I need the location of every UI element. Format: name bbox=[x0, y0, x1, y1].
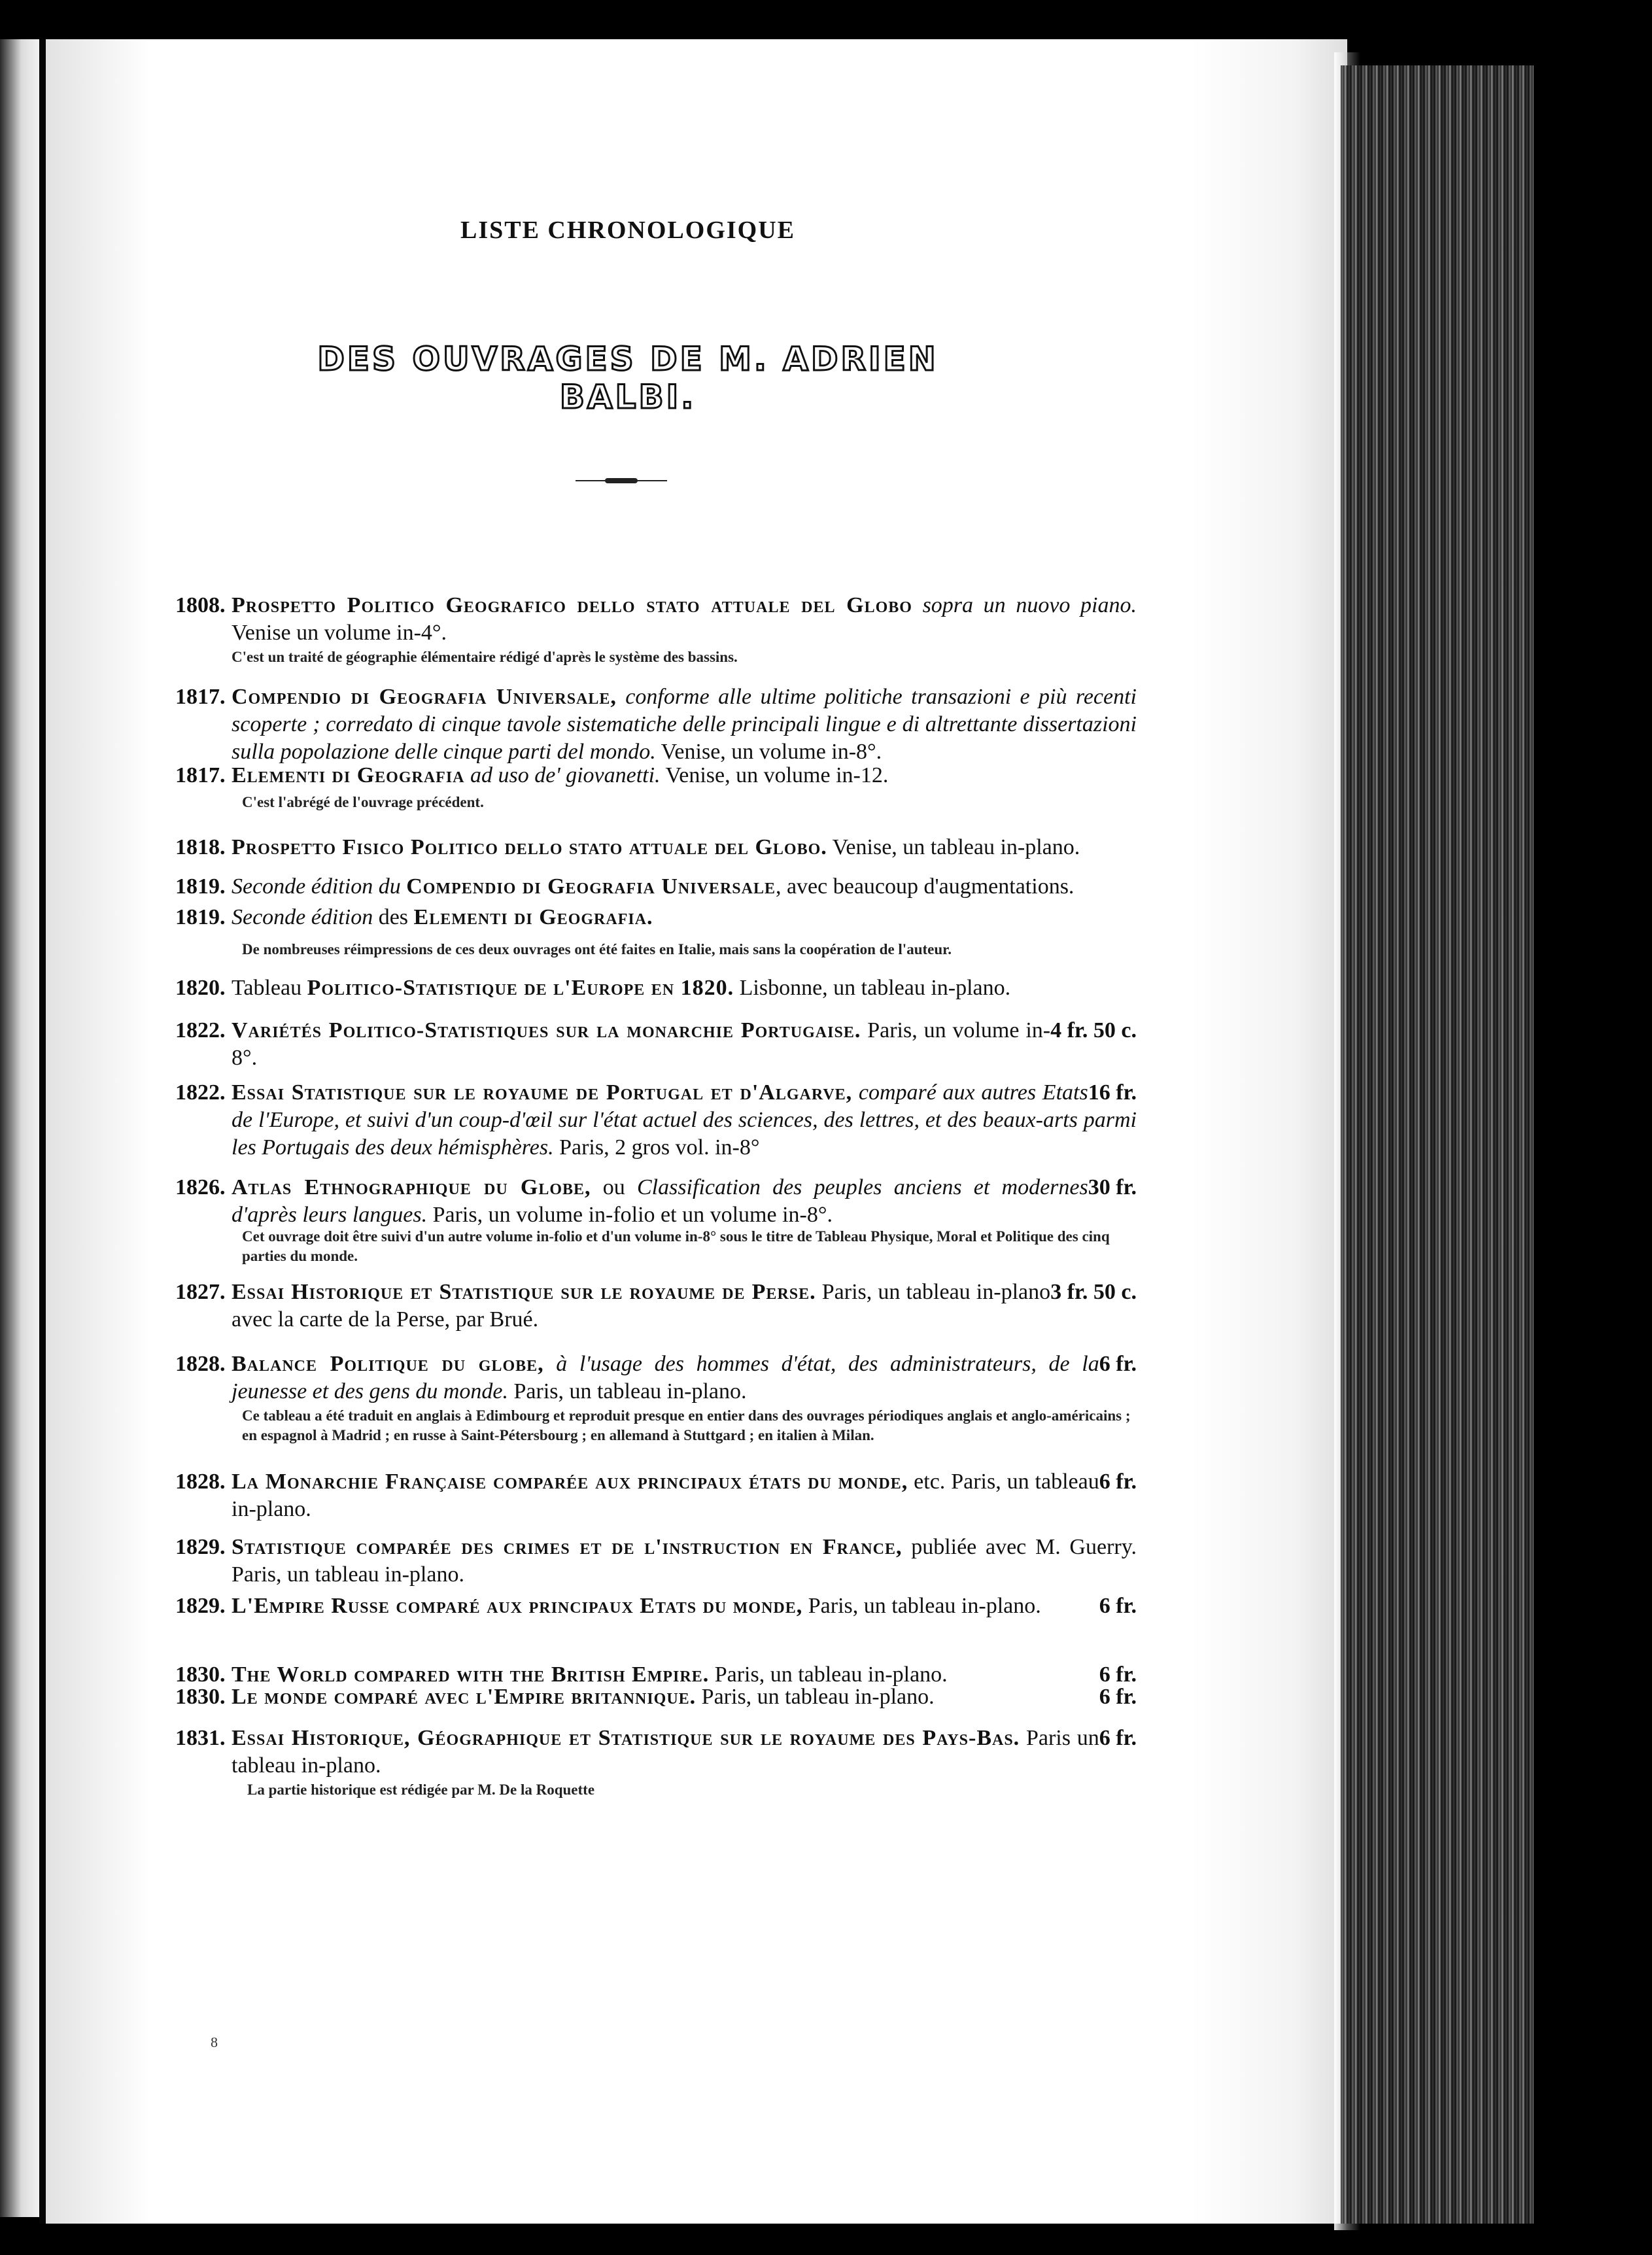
entry-details: , avec beaucoup d'augmentations. bbox=[775, 874, 1075, 899]
entry-text bbox=[232, 1351, 1137, 1405]
entry-text bbox=[232, 904, 1137, 931]
entry-title: Politico-Statistique de l'Europe en 1820. bbox=[307, 976, 734, 1000]
entry-text bbox=[232, 1683, 1137, 1711]
entry-italic: Seconde édition du bbox=[232, 874, 407, 899]
page-subtitle: DES OUVRAGES DE M. ADRIEN BALBI. bbox=[317, 340, 938, 416]
page-number: 8 bbox=[211, 2034, 218, 2050]
entry-text bbox=[232, 1725, 1137, 1780]
entry-title: L'Empire Russe comparé aux principaux Etats du monde, bbox=[232, 1594, 803, 1618]
entry-text bbox=[232, 1279, 1137, 1334]
entry-price: 4 fr. 50 c. bbox=[1050, 1018, 1137, 1042]
entry-year: 1829. bbox=[175, 1535, 226, 1559]
note-1828: Ce tableau a été traduit en anglais à Edimbourg et reproduit presque en entier dans des ouvrages périodiques anglais et anglo-américains ; en espagnol à Madrid ; en russe à Saint-Pétersbourg ; en allemand à Stuttgard ; en italien à Milan. bbox=[242, 1407, 1131, 1443]
page-title: LISTE CHRONOLOGIQUE bbox=[460, 216, 796, 244]
entry-text bbox=[232, 592, 1137, 647]
bibliography-entry bbox=[175, 1592, 1137, 1620]
entry-price: 6 fr. bbox=[1099, 1352, 1137, 1376]
bibliography-entry bbox=[175, 1468, 1137, 1523]
bibliography-entry bbox=[175, 1279, 1137, 1334]
note-1826: Cet ouvrage doit être suivi d'un autre volume in-folio et d'un volume in-8° sous le titre de Tableau Physique, Moral et Politique des cinq parties du monde. bbox=[242, 1228, 1110, 1264]
entry-details: etc. Paris, un tableau in-plano. bbox=[232, 1470, 1099, 1521]
entry-year: 1830. bbox=[175, 1685, 226, 1709]
entry-title: Elementi di Geografia. bbox=[413, 905, 653, 929]
entry-year: 1831. bbox=[175, 1726, 226, 1750]
entry-details: Paris, un tableau in-plano. bbox=[508, 1379, 747, 1403]
entry-details: Venise, un volume in-12. bbox=[660, 763, 889, 787]
bibliography-entry bbox=[175, 1351, 1137, 1405]
entry-price: 16 fr. bbox=[1088, 1080, 1137, 1105]
entry-year: 1828. bbox=[175, 1352, 226, 1376]
entry-title: Atlas Ethnographique du Globe, bbox=[232, 1175, 591, 1199]
entry-text bbox=[232, 1017, 1137, 1072]
entry-connector: ou bbox=[591, 1175, 625, 1199]
entry-title: Le monde comparé avec l'Empire britannique. bbox=[232, 1685, 697, 1709]
entry-title: Compendio di Geografia Universale bbox=[406, 874, 776, 899]
entry-text bbox=[232, 1079, 1137, 1162]
entry-details: Paris, un tableau in-plano. bbox=[696, 1685, 935, 1709]
entry-text bbox=[232, 683, 1137, 766]
bibliography-entry bbox=[175, 834, 1137, 861]
bibliography-entry bbox=[175, 1683, 1137, 1711]
bibliography-entry bbox=[175, 1174, 1137, 1229]
entry-year: 1820. bbox=[175, 976, 226, 1000]
entry-details: Paris, 2 gros vol. in-8° bbox=[553, 1135, 760, 1160]
entry-text bbox=[232, 762, 1137, 789]
entry-year: 1826. bbox=[175, 1175, 226, 1199]
entry-year: 1822. bbox=[175, 1080, 226, 1105]
entry-year: 1808. bbox=[175, 593, 226, 617]
entry-details: Venise un volume in-4°. bbox=[232, 621, 447, 645]
entry-italic: Classification des peuples anciens et modernes d'après leurs langues. bbox=[232, 1175, 1088, 1227]
entry-year: 1828. bbox=[175, 1470, 226, 1494]
entry-price: 6 fr. bbox=[1099, 1594, 1137, 1618]
bibliography-entry bbox=[175, 873, 1137, 901]
entry-italic: sopra un nuovo piano. bbox=[912, 593, 1137, 617]
entry-year: 1819. bbox=[175, 874, 226, 899]
entry-text bbox=[232, 1592, 1137, 1620]
entry-title: Variétés Politico-Statistiques sur la monarchie Portugaise. bbox=[232, 1018, 861, 1042]
entry-text bbox=[232, 1174, 1137, 1229]
entry-title: Elementi di Geografia bbox=[232, 763, 465, 787]
entry-italic: comparé aux autres Etats de l'Europe, et suivi d'un coup-d'œil sur l'état actuel des sciences, des lettres, et des beaux-arts parmi les Portugais des deux hémisphères. bbox=[232, 1080, 1137, 1160]
entry-title: Compendio di Geografia Universale, bbox=[232, 685, 617, 709]
note-1817: C'est l'abrégé de l'ouvrage précédent. bbox=[242, 794, 484, 810]
entry-details: Paris, un tableau in-plano. bbox=[802, 1594, 1041, 1618]
entry-year: 1830. bbox=[175, 1662, 226, 1687]
entry-text bbox=[232, 974, 1137, 1002]
entry-text bbox=[232, 1468, 1137, 1523]
bibliography-entry bbox=[175, 1017, 1137, 1072]
entry-title: La Monarchie Française comparée aux principaux états du monde, bbox=[232, 1470, 908, 1494]
entry-details: Lisbonne, un tableau in-plano. bbox=[734, 976, 1011, 1000]
bibliography-entry bbox=[175, 1534, 1137, 1589]
entry-title: Essai Historique et Statistique sur le royaume de Perse. bbox=[232, 1280, 816, 1304]
bibliography-entry bbox=[175, 974, 1137, 1002]
entry-details: Paris, un tableau in-plano. bbox=[709, 1662, 948, 1687]
note-1819: De nombreuses réimpressions de ces deux ouvrages ont été faites en Italie, mais sans la coopération de l'auteur. bbox=[242, 941, 952, 957]
entry-title: Essai Statistique sur le royaume de Portugal et d'Algarve, bbox=[232, 1080, 853, 1105]
entry-price: 6 fr. bbox=[1099, 1726, 1137, 1750]
entry-title: Prospetto Politico Geografico dello stato attuale del Globo bbox=[232, 593, 912, 617]
entry-italic: conforme alle ultime politiche transazioni e più recenti scoperte ; corredato di cinque tavole sistematiche delle principali lingue e di altrettante dissertazioni sulla popolazione delle cinque parti del mondo. bbox=[232, 685, 1137, 764]
bibliography-entry bbox=[175, 1079, 1137, 1162]
entry-details: Venise, un tableau in-plano. bbox=[827, 835, 1080, 859]
entry-title: Statistique comparée des crimes et de l'instruction en France, bbox=[232, 1535, 903, 1559]
bibliography-entry bbox=[175, 762, 1137, 789]
entry-year: 1827. bbox=[175, 1280, 226, 1304]
bibliography-entry bbox=[175, 904, 1137, 931]
entry-title: Essai Historique, Géographique et Statistique sur le royaume des Pays-Bas. bbox=[232, 1726, 1020, 1750]
entry-price: 6 fr. bbox=[1099, 1662, 1137, 1687]
entry-title: Prospetto Fisico Politico dello stato attuale del Globo. bbox=[232, 835, 827, 859]
entry-year: 1817. bbox=[175, 685, 226, 709]
entry-text bbox=[232, 1534, 1137, 1589]
entry-details: Paris, un tableau in-plano avec la carte de la Perse, par Brué. bbox=[232, 1280, 1051, 1332]
entry-connector: des bbox=[373, 905, 414, 929]
bibliography-entry bbox=[175, 1725, 1137, 1780]
entry-title: Balance Politique du globe, bbox=[232, 1352, 544, 1376]
entry-details: Paris, un volume in-folio et un volume in-8°. bbox=[427, 1203, 833, 1227]
entry-price: 6 fr. bbox=[1099, 1470, 1137, 1494]
entry-details: publiée avec M. Guerry. Paris, un tableau in-plano. bbox=[232, 1535, 1137, 1587]
entry-details: Paris un tableau in-plano. bbox=[232, 1726, 1099, 1778]
entry-italic: Seconde édition bbox=[232, 905, 373, 929]
entry-title: The World compared with the British Empire. bbox=[232, 1662, 710, 1687]
entry-details: Venise, un volume in-8°. bbox=[655, 740, 882, 764]
ornament-divider bbox=[576, 479, 667, 482]
note-1808: C'est un traité de géographie élémentaire rédigé d'après le système des bassins. bbox=[232, 649, 738, 665]
bibliography-entry bbox=[175, 683, 1137, 766]
entry-year: 1819. bbox=[175, 905, 226, 929]
entry-details: Paris, un volume in-8°. bbox=[232, 1018, 1051, 1070]
entry-year: 1829. bbox=[175, 1594, 226, 1618]
entry-year: 1817. bbox=[175, 763, 226, 787]
entry-year: 1818. bbox=[175, 835, 226, 859]
entry-year: 1822. bbox=[175, 1018, 226, 1042]
entry-price: 3 fr. 50 c. bbox=[1050, 1280, 1137, 1304]
entry-price: 30 fr. bbox=[1088, 1175, 1137, 1199]
entry-italic: à l'usage des hommes d'état, des administrateurs, de la jeunesse et des gens du monde. bbox=[232, 1352, 1099, 1403]
bibliography-entry bbox=[175, 592, 1137, 647]
entry-italic: ad uso de' giovanetti. bbox=[464, 763, 661, 787]
entry-text bbox=[232, 834, 1137, 861]
note-1831: La partie historique est rédigée par M. De la Roquette bbox=[247, 1782, 595, 1798]
entry-price: 6 fr. bbox=[1099, 1685, 1137, 1709]
entry-prefix: Tableau bbox=[232, 976, 307, 1000]
entry-text bbox=[232, 873, 1137, 901]
